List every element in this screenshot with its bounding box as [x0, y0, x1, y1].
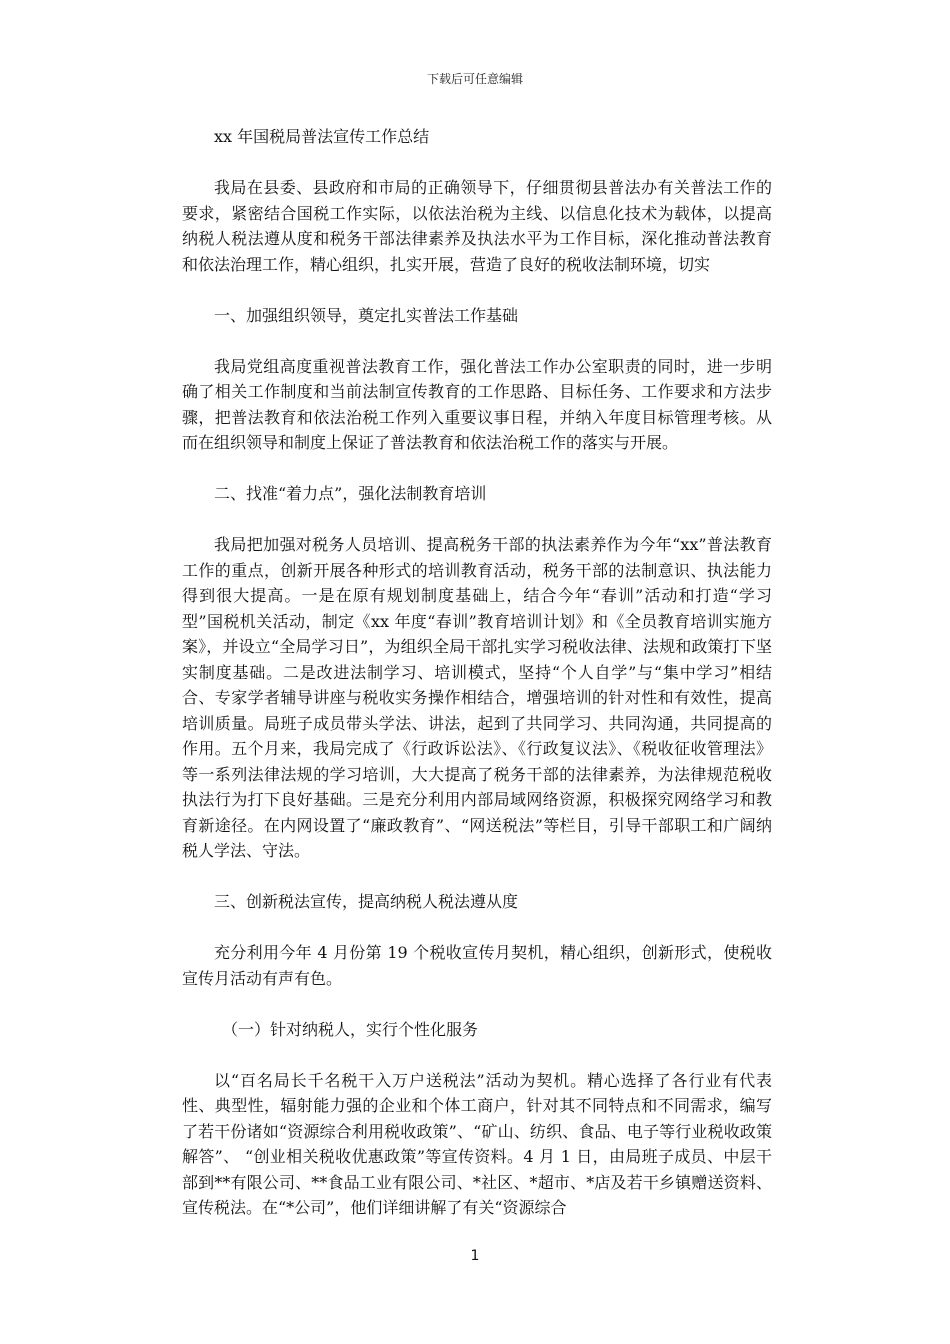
section-heading-3: 三、创新税法宣传，提高纳税人税法遵从度	[214, 892, 519, 911]
subsection-heading-1: （一）针对纳税人，实行个性化服务	[222, 1019, 479, 1039]
subsection-1-paragraph: 以“百名局长千名税干入万户送税法”活动为契机。精心选择了各行业有代表性、典型性，辐射能力强的企业和个体工商户，针对其不同特点和不同需求，编写了若干份诸如“资源综合利用税收政策”、“矿山、纺织、食品、电子等行业税收政策解答”、 “创业相关税收优惠政策”等宣传资料。4 月 1 日，由局班子成员、中层干部到**有限公司、**食品工业有限公司、*社区、*超市、*店及若干乡镇赠送资料、宣传税法。在“*公司”，他们详细讲解了有关“资源综合	[182, 1070, 772, 1217]
intro-paragraph: 我局在县委、县政府和市局的正确领导下，仔细贯彻县普法办有关普法工作的要求，紧密结合国税工作实际，以依法治税为主线、以信息化技术为载体，以提高纳税人税法遵从度和税务干部法律素养及执法水平为工作目标，深化推动普法教育和依法治理工作，精心组织，扎实开展，营造了良好的税收法制环境，切实	[182, 178, 772, 274]
page-number: 1	[470, 1248, 480, 1264]
section-2-paragraph: 我局把加强对税务人员培训、提高税务干部的执法素养作为今年“xx”普法教育工作的重点，创新开展各种形式的培训教育活动，税务干部的法制意识、执法能力得到很大提高。一是在原有规划制度基础上，结合今年“春训”活动和打造“学习型”国税机关活动，制定《xx 年度“春训”教育培训计划》和《全员教育培训实施方案》，并设立“全局学习日”，为组织全局干部扎实学习税收法律、法规和政策打下坚实制度基础。二是改进法制学习、培训模式，坚持“个人自学”与“集中学习”相结合、专家学者辅导讲座与税收实务操作相结合，增强培训的针对性和有效性，提高培训质量。局班子成员带头学法、讲法，起到了共同学习、共同沟通，共同提高的作用。五个月来，我局完成了《行政诉讼法》、《行政复议法》、《税收征收管理法》等一系列法律法规的学习培训，大大提高了税务干部的法律素养，为法律规范税收执法行为打下良好基础。三是充分利用内部局域网络资源，积极探究网络学习和教育新途径。在内网设置了“廉政教育”、“网送税法”等栏目，引导干部职工和广阔纳税人学法、守法。	[182, 535, 772, 860]
section-heading-1: 一、加强组织领导，奠定扎实普法工作基础	[214, 305, 519, 325]
header-note: 下载后可任意编辑	[426, 72, 523, 86]
section-3-paragraph: 充分利用今年 4 月份第 19 个税收宣传月契机，精心组织，创新形式，使税收宣传月活动有声有色。	[182, 943, 772, 988]
section-heading-2: 二、找准“着力点”，强化法制教育培训	[214, 484, 487, 503]
document-title: xx 年国税局普法宣传工作总结	[214, 127, 430, 146]
document-body	[182, 124, 772, 1246]
section-1-paragraph: 我局党组高度重视普法教育工作，强化普法工作办公室职责的同时，进一步明确了相关工作制度和当前法制宣传教育的工作思路、目标任务、工作要求和方法步骤，把普法教育和依法治税工作列入重要议事日程，并纳入年度目标管理考核。从而在组织领导和制度上保证了普法教育和依法治税工作的落实与开展。	[182, 356, 772, 452]
